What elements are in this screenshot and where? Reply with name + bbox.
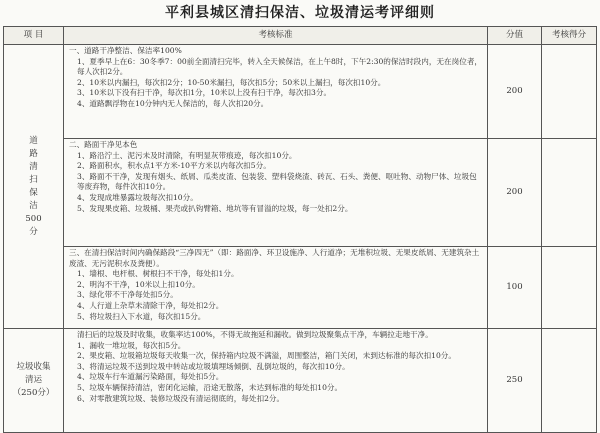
header-item: 项 目 bbox=[4, 27, 64, 45]
category-line: 路 bbox=[29, 148, 38, 159]
standard-item: 1、墙根、电杆根、树根扫不干净，每处扣1分。 bbox=[77, 269, 239, 279]
result-cell bbox=[542, 45, 597, 139]
result-cell bbox=[542, 139, 597, 247]
header-score: 分值 bbox=[488, 27, 542, 45]
standard-item: 4、人行道上杂草未清除干净，每处扣2分。 bbox=[77, 300, 224, 310]
category-line: 垃圾收集 bbox=[16, 362, 51, 372]
evaluation-table bbox=[3, 26, 597, 433]
standard-cell bbox=[64, 247, 488, 329]
score-value: 100 bbox=[488, 247, 542, 329]
section-heading: 清扫后的垃圾及时收集，收集率达100%，不得无故拖延和漏收。做到垃圾聚集点干净，车辆拉走地干净。 bbox=[77, 330, 433, 339]
standard-item: 4、道路飘浮物在10分钟内无人保洁的，每人次扣20分。 bbox=[77, 98, 269, 108]
header-result: 考核得分 bbox=[542, 27, 597, 45]
standard-item: 5、垃圾车辆保持清洁，密闭化运输，沿途无散落，未达到标准的每处扣10分。 bbox=[77, 382, 343, 392]
table-row bbox=[4, 139, 597, 247]
table-row bbox=[4, 247, 597, 329]
score-value: 200 bbox=[488, 139, 542, 247]
category-line: 洁 bbox=[29, 200, 38, 211]
category-line: 道 bbox=[29, 135, 38, 146]
standard-cell bbox=[64, 45, 488, 139]
standard-item: 2、果皮箱、垃圾箱垃圾每天收集一次，保持箱内垃圾不满溢，周围整洁，箱门关闭，未到达标准的每次扣10分。 bbox=[77, 351, 456, 361]
category-garbage-collection bbox=[4, 329, 64, 433]
result-cell bbox=[542, 329, 597, 433]
section-heading: 三、在清扫保洁时间内确保路段“三净四无”（即：路面净、环卫设施净、人行道净；无堆积垃圾、无果皮纸屑、无建筑杂土废渣、无污泥积水及粪便）。 bbox=[69, 248, 480, 268]
standard-item: 1、夏季早上在6：30冬季7：00前全面清扫完毕，转入全天候保洁，在上午8时，下午2:30的保洁时段内，无在岗位者，每人次扣2分。 bbox=[77, 56, 483, 77]
table-row bbox=[4, 329, 597, 433]
standard-item: 3、绿化带不干净每处扣5分。 bbox=[77, 290, 178, 300]
score-value: 250 bbox=[488, 329, 542, 433]
category-line: 分 bbox=[29, 226, 38, 237]
result-cell bbox=[542, 247, 597, 329]
table-header-row bbox=[4, 27, 597, 45]
category-line: 清 bbox=[29, 161, 38, 172]
score-value: 200 bbox=[488, 45, 542, 139]
standard-item: 2、明沟不干净，10米以上扣10分。 bbox=[77, 279, 200, 289]
standard-cell bbox=[64, 329, 488, 433]
category-road-cleaning bbox=[4, 45, 64, 329]
category-line: （250分） bbox=[12, 388, 55, 398]
standard-item: 3、将清运垃圾不送到垃圾中转站或垃圾填埋场倾倒、乱倒垃圾的，每次扣10分。 bbox=[77, 361, 350, 371]
standard-cell bbox=[64, 139, 488, 247]
standard-item: 5、发现果皮箱、垃圾桶、果壳或扒钩臂箱、地坑等有冒溢的垃圾，每一处扣2分。 bbox=[77, 203, 353, 213]
table-row bbox=[4, 45, 597, 139]
section-heading: 一、道路干净整洁、保洁率100% bbox=[69, 46, 182, 55]
standard-item: 5、将垃圾扫入下水道，每次扣15分。 bbox=[77, 311, 206, 321]
category-line: 保 bbox=[29, 187, 38, 198]
category-line: 扫 bbox=[29, 174, 38, 185]
page-title: 平利县城区清扫保洁、垃圾清运考评细则 bbox=[165, 5, 435, 21]
standard-item: 1、漏收一堆垃圾，每次扣5分。 bbox=[77, 340, 186, 350]
standard-item: 4、垃圾车行车道漏污染路面，每处扣5分。 bbox=[77, 372, 224, 382]
standard-item: 3、路面不干净，发现有烟头、纸屑、瓜类皮渣、包装袋、塑料袋烧渣、砖瓦、石头、粪便、呕吐物、动物尸体、垃圾包等废弃物，每件次扣10分。 bbox=[77, 171, 477, 192]
standard-item: 2、路面积水，积水点1平方米-10平方米以内每次扣5分。 bbox=[77, 161, 271, 171]
category-line: 清运 bbox=[24, 375, 42, 385]
standard-item: 4、发现成堆暴露垃圾每次扣10分。 bbox=[77, 192, 198, 202]
section-heading: 二、路面干净见本色 bbox=[69, 140, 138, 149]
standard-item: 6、对零散建筑垃圾、装修垃圾没有清运彻底的，每处扣2分。 bbox=[77, 393, 285, 403]
standard-item: 1、路沿泞土、泥污未及时清除，有明显灰带痕迹，每次扣10分。 bbox=[77, 150, 297, 160]
standard-item: 3、10米以下没有扫干净，每次扣1分，10米以上没有扫干净，每次扣3分。 bbox=[77, 88, 332, 98]
header-standard: 考核标准 bbox=[64, 27, 488, 45]
standard-item: 2、10米以内漏扫，每次扣2分；10-50米漏扫，每次扣5分；50米以上漏扫，每次扣10分。 bbox=[77, 77, 386, 87]
category-line: 500 bbox=[25, 213, 42, 224]
